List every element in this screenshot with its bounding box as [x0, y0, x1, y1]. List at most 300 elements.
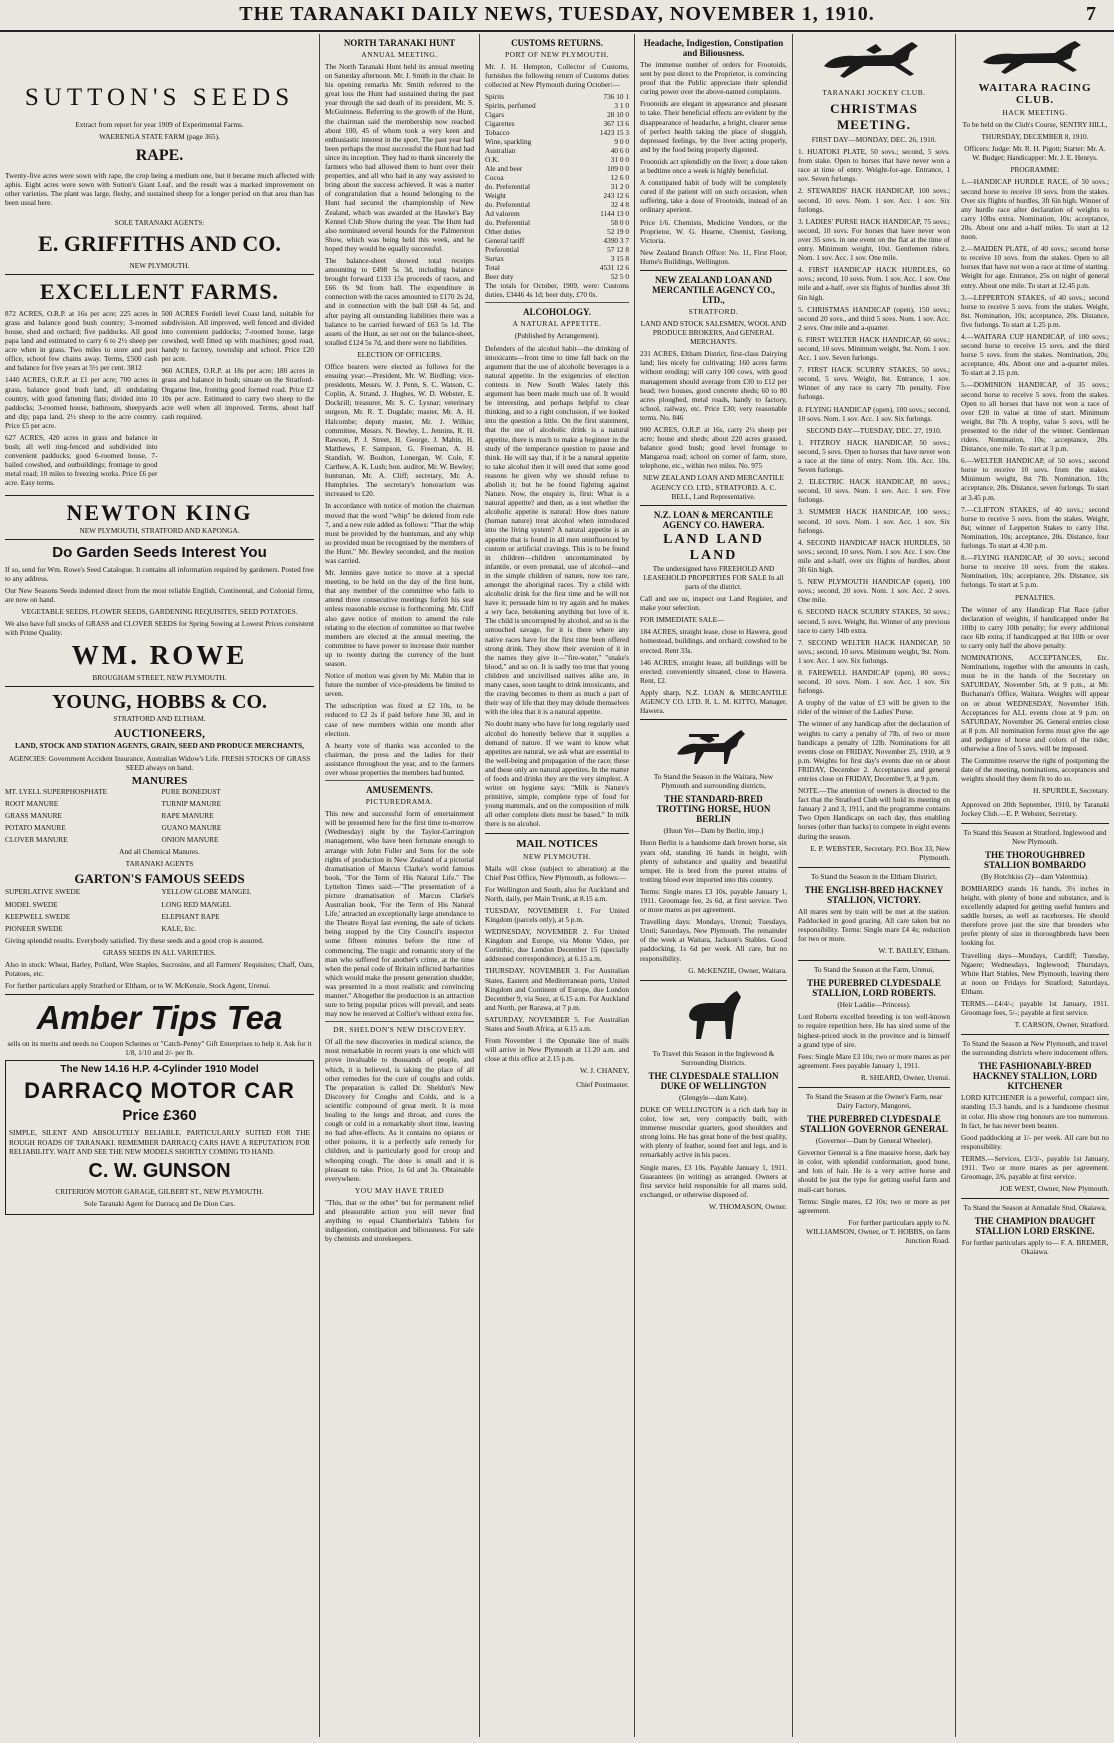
customs-intro: Mr. J. H. Hempton, Collector of Customs, furnishes the following return of Customs duties collected at New Plymouth during October:—	[485, 62, 629, 90]
seed-item: KALE, Etc.	[161, 923, 197, 933]
customs-amount: 28 10 0	[607, 110, 629, 120]
hunt-para: A hearty vote of thanks was accorded to the chairman, the press and the ladies for their assistance throughout the year, and to the farmers over whose properties the members had hunted.	[325, 740, 474, 778]
rowe-address: BROUGHAM STREET, NEW PLYMOUTH.	[92, 673, 227, 683]
waitara-sig: H. SPURDLE, Secretary.	[1033, 786, 1109, 796]
tjc-event: 1. HUATOKI PLATE, 50 sovs.; second, 5 sovs. from stake. Open to horses that have never won a race at time of entry. Weight-for-age. Entrance, 1 sov. Seven furlongs.	[798, 147, 950, 184]
erskine-stand: To Stand the Season at Armadale Stud, Okaiawa,	[963, 1203, 1107, 1213]
customs-row	[485, 173, 629, 182]
alcohol-title: ALCOHOLOGY.	[523, 307, 591, 318]
bombardo-advert	[961, 828, 1109, 1030]
garton-satisfied: Giving splendid results. Everybody satisfied. Try these seeds and a good crop is assured.	[5, 935, 264, 945]
customs-item: Cocoa	[485, 173, 504, 183]
alcohol-sub: A NATURAL APPETITE.	[512, 319, 602, 329]
column-6	[956, 34, 1114, 1737]
darracq-advert	[5, 1060, 314, 1214]
victory-sig: W. T. BAILEY, Eltham.	[878, 946, 950, 956]
page-number: 7	[1086, 3, 1096, 25]
masthead-title: THE TARANAKI DAILY NEWS, TUESDAY, NOVEMBER 1, 1910.	[239, 3, 875, 25]
farms-title: EXCELLENT FARMS.	[40, 278, 279, 304]
amusements-sub: PICTUREDRAMA.	[365, 797, 434, 807]
kitchener-title: THE FASHIONABLY-BRED HACKNEY STALLION, LORD KITCHENER	[972, 1061, 1098, 1092]
wellington-title: THE CLYDESDALE STALLION DUKE OF WELLINGTON	[648, 1070, 779, 1091]
manure-item: ONION MANURE	[161, 835, 219, 845]
customs-amount: 31 2 0	[610, 182, 629, 192]
tjc-event: 2. STEWARDS' HACK HANDICAP, 100 sovs.; second, 10 sovs. Nom. 1 sov. Acc. 1 sov. Six furlongs.	[798, 186, 950, 214]
customs-row	[485, 110, 629, 119]
mail-entry: THURSDAY, NOVEMBER 3. For Australian States, Eastern and Mediterranean ports, United Kingdom and Continent of Europe, due London December 9, via Suez, at 6.15 a.m. For Auckland and North, per Rarawa, at 7 p.m.	[485, 966, 629, 1012]
darracq-price: Price £360	[122, 1107, 197, 1125]
bombardo-sig: T. CARSON, Owner, Stratford.	[1014, 1020, 1109, 1030]
manure-item: GUANO MANURE	[161, 823, 222, 833]
amber-note: sells on its merits and needs no Coupon Schemes or "Catch-Penny" Gift Enterprises to help it. Ask for it 1/8, 1/10 and 2/- per lb.	[7, 1039, 312, 1058]
nzloan-sig: NEW ZEALAND LOAN AND MERCANTILE AGENCY CO. LTD., STRATFORD. A. C. BELL, Land Representative.	[643, 473, 784, 501]
excellent-farms-advert	[5, 279, 314, 491]
column-3	[480, 34, 635, 1737]
farm-listing: 500 ACRES Fordell level Coast land, suitable for subdivision. All improved, well fenced and divided into convenient paddocks; 7-roomed house, large cowshed, well fitted up with machines; good road, handy to factory, township and school. Price £20 per acre.	[161, 308, 314, 364]
huon-body: Huon Berlin is a handsome dark brown horse, six years old, standing 16 hands in height, with plenty of substance and quality and beautiful temper. He is bred from the purest strains of trotting blood ever imported into this country.	[640, 838, 787, 884]
manures-title: MANURES	[131, 774, 188, 787]
rowe-name: WM. ROWE	[71, 640, 248, 671]
customs-row	[485, 272, 629, 281]
darracq-name: DARRACQ MOTOR CAR	[24, 1078, 295, 1104]
tjc-title: CHRISTMAS MEETING.	[830, 101, 918, 132]
waitara-venue: To be held on the Club's Course, SENTRY HILL,	[962, 120, 1108, 129]
huon-terms: Terms: Single mares £3 10s, payable January 1, 1911. Groomage fee, 2s 6d, at first service. Two or more mares as per agreement.	[640, 886, 787, 915]
headache-body2: Frootoids are elegant in appearance and pleasant to take. Their beneficial effects are evident by the disappearance of headache, a bright, clearer sense of perfect health taking the place of sluggish, depressed feelings, by the liver acting properly, and by the food being properly digested.	[640, 99, 787, 154]
tjc-event: 7. FIRST HACK SCURRY STAKES, 50 sovs.; second, 5 sovs. Weight, 8st. Entrance, 1 sov. Winner of any race to carry 7lb penalty. Five furlongs.	[798, 365, 950, 402]
customs-item: Spirits, perfumed	[485, 101, 536, 111]
customs-item: Wine, sparkling	[485, 137, 532, 147]
young-hobbs-role: AUCTIONEERS,	[113, 726, 206, 741]
alcohol-pub: (Published by Arrangement).	[514, 331, 600, 341]
hawera-item: 184 ACRES, straight lease, close to Hawera, good homestead, buildings, and orchard; cowshed to be erected. Rent 33s.	[640, 627, 787, 655]
headache-office: New Zealand Branch Office: No. 11, First Floor, Hume's Buildings, Wellington.	[640, 247, 787, 266]
victory-advert	[798, 872, 950, 955]
victory-title: THE ENGLISH-BRED HACKNEY STALLION, VICTORY.	[804, 884, 944, 905]
hunt-title: NORTH TARANAKI HUNT	[343, 38, 456, 48]
tjc-club: TARANAKI JOCKEY CLUB.	[822, 88, 926, 97]
customs-item: Beer duty	[485, 272, 514, 282]
suttons-extract: Extract from report for year 1909 of Experimental Farms.	[75, 120, 244, 129]
huon-stand: To Stand the Season in the Waitara, New Plymouth and surrounding districts,	[653, 772, 774, 791]
chemical-manures: And all Chemical Manures.	[119, 847, 200, 857]
customs-item: Australian	[485, 146, 516, 156]
nzloan-role: LAND AND STOCK SALESMEN, WOOL AND PRODUCE BROKERS, And GENERAL MERCHANTS.	[640, 318, 787, 347]
customs-item: General tariff	[485, 236, 525, 246]
waitara-event: 1.—HANDICAP HURDLE RACE, of 50 sovs.; second horse to receive 10 sovs. from the stakes. Over six flights of hurdles, 3ft 6in high. Winner of any hurdle race after declaration of weights to carry 10lbs extra. Nomination, 10s; acceptance, 20s. About one and a-half miles. To start at 12 noon.	[961, 177, 1109, 242]
racehorse-icon	[814, 38, 934, 84]
tjc-event: 8. FAREWELL HANDICAP (open), 80 sovs.; second, 10 sovs. Nom. 1 sov. Acc. 1 sov. Six furlongs.	[798, 667, 950, 696]
rowe-stocks: We also have full stocks of GRASS and CLOVER SEEDS for Spring Sowing at Lowest Prices consistent with Prime Quality.	[5, 619, 314, 638]
rowe-title: Do Garden Seeds Interest You	[52, 543, 267, 561]
seed-item: SUPERLATIVE SWEDE	[5, 887, 81, 897]
hunt-sub: ANNUAL MEETING.	[361, 50, 438, 59]
headache-body3: Frootoids act splendidly on the liver; a dose taken at bedtime once a week is highly beneficial.	[640, 156, 787, 176]
customs-item: Cigarettes	[485, 119, 515, 129]
customs-row	[485, 119, 629, 128]
mail-entry: SATURDAY, NOVEMBER 5. For Australian States and South Africa, at 6.15 a.m.	[485, 1014, 629, 1034]
tjc-event: 4. SECOND HANDICAP HACK HURDLES, 50 sovs.; second, 10 sovs. Nom. 1 sov. Acc. 1 sov. One mile and a-half, over six flights of hurdles, about 3ft 6in high.	[798, 537, 950, 575]
newton-king-advert	[5, 500, 314, 535]
customs-amount: 52 5 0	[610, 272, 629, 282]
newton-king-name: NEWTON KING	[66, 499, 253, 525]
hawera-immediate: FOR IMMEDIATE SALE—	[640, 615, 725, 625]
roberts-terms: Fees: Single Mare £3 10s; two or more mares as per agreement. Fees payable January 1, 1911.	[798, 1051, 950, 1070]
draught-horse-icon	[679, 985, 749, 1045]
alcohol-more: No doubt many who have for long regularly used alcohol do honestly believe that it supplies a demand of nature. If we want to know what appetites are natural, we ask what are essential to the well-being and propagation of the race; these and these only are natural appetites. In the matter of foods and drinks they are the very simplest. A writer on hygiene says: "Milk is Nature's primitive, simple, complete type of food for young mammals, and on the composition of milk all other complete diets must be based." In milk there is no alcohol.	[485, 719, 629, 829]
customs-row	[485, 254, 629, 263]
customs-amount: 40 6 0	[610, 146, 629, 156]
hawera-apply: Apply sharp, N.Z. LOAN & MERCANTILE AGENCY CO. LTD. R. L. M. KITTO, Manager, Hawera.	[640, 687, 787, 716]
customs-item: Surtax	[485, 254, 505, 264]
bombardo-travel: Travelling days—Mondays, Cardiff; Tuesday, Ngaere; Wednesdays, Inglewood; Thursdays, White Hart Stables, New Plymouth, leaving there at noon on Fridays for Stratford; Saturdays, Eltham.	[961, 950, 1109, 996]
governor-title: THE PUREBRED CLYDESDALE STALLION GOVERNOR GENERAL	[800, 1114, 948, 1135]
bombardo-title: THE THOROUGHBRED STALLION BOMBARDO	[983, 849, 1087, 870]
young-further: For further particulars apply Stratford or Eltham, or to W. McKenzie, Stock Agent, Urenui.	[5, 981, 271, 991]
tjc-event: 2. ELECTRIC HACK HANDICAP, 80 sovs.; second, 10 sovs. Nom. 1 sov. Acc. 1 sov. Five furlongs.	[798, 477, 950, 505]
mail-sig1: W. J. CHANEY,	[580, 1066, 629, 1076]
rowe-body: Our New Seasons Seeds indented direct from the most reliable English, Continental, and Colonial firms, are now on hand.	[5, 585, 314, 604]
customs-amount: 4390 3 7	[603, 236, 629, 246]
seed-item: ELEPHANT RAPE	[161, 911, 220, 921]
governor-pedigree: (Governor—Dam by General Wheeler).	[815, 1136, 933, 1146]
customs-amount: 12 6 0	[610, 173, 629, 183]
governor-stand: To Stand the Season at the Owner's Farm, near Dairy Factory, Mangorei,	[805, 1091, 943, 1110]
masthead	[0, 0, 1114, 32]
headache-body: The immense number of orders for Frootoids, sent by post direct to the Proprietor, is convincing proof that the Public appreciate their splendid curing power over the above-named complaints.	[640, 60, 787, 97]
young-stock: Also in stock: Wheat, Barley, Pollard, Wire Staples, Sucrosine, and all Farmers' Requisites; Chaff, Oats, Potatoes, etc.	[5, 959, 314, 979]
governor-body: Governor General is a fine massive horse, dark bay in color, with splendid conformation, good bone, and lots of hair. He is a very active horse and should be just the type for getting useful farm and mail-cart horses.	[798, 1148, 950, 1194]
rowe-advert	[5, 544, 314, 683]
customs-amount: 31 0 0	[610, 155, 629, 165]
headache-price: Price 1/6. Chemists, Medicine Vendors, or the Proprietor, W. G. Hearne, Chemist, Geelong, Victoria.	[640, 217, 787, 245]
darracq-head: The New 14.16 H.P. 4-Cylinder 1910 Model	[60, 1064, 259, 1076]
hawera-title: N.Z. LOAN & MERCANTILE AGENCY CO. HAWERA.	[653, 509, 774, 530]
mail-entry: For Wellington and South, also for Auckland and North, daily, per Main Trunk, at 8.15 a.m.	[485, 884, 629, 903]
customs-amount: 4531 12 6	[599, 263, 629, 273]
rowe-intro: If so, send for Wm. Rowe's Seed Catalogue. It contains all information required by gardeners. Posted free to any address.	[5, 564, 314, 583]
hunt-para: The North Taranaki Hunt held its annual meeting on Saturday afternoon. Mr. J. Smith in the chair. In his opening remarks Mr. Smith referred to the great loss the Hunt had sustained during the past year through the sad death of its president, Mr. S. McGuinness. Referring to the growth of the Hunt, the chairman said the membership now reached about 100, 45 of whom took a very keen and enthusiastic interest in the sport. The past year had been perhaps the most successful the Hunt had had since its inception. They had to thank sincerely the farmers who had allowed them to hunt over their properties, and all who had in any way assisted to bring about the success achieved. It was a matter of congratulation that a hound belonging to the Hunt had secured the championship of New Zealand, which was awarded at the Hawke's Bay Kennel Club Show during the year. The Hunt had also nominated several hounds for the Palmerston Show, which was being held this week, and he hoped they would be equally successful.	[325, 62, 474, 253]
suttons-title: SUTTON'S SEEDS	[24, 84, 295, 111]
tjc-event: 5. NEW PLYMOUTH HANDICAP (open), 100 sovs.; second, 20 sovs. Nom. 1 sov. Acc. 2 sovs. One mile.	[798, 577, 950, 605]
customs-item: Spirits	[485, 92, 505, 102]
tjc-event: 7. SECOND WELTER HACK HANDICAP, 50 sovs.; second, 10 sovs. Minimum weight, 9st. Nom. 1 sov. Acc. 1 sov. Six furlongs.	[798, 637, 950, 665]
suttons-agent: E. GRIFFITHS AND CO.	[38, 230, 281, 256]
customs-item: O.K.	[485, 155, 500, 165]
amber-tips-advert	[5, 999, 314, 1057]
customs-amount: 32 4 8	[610, 200, 629, 210]
huon-travel: Travelling days: Mondays, Urenui; Tuesdays, Uruti; Saturdays, New Plymouth. The remainder of the week at Waitara, Jackson's Stables. Good paddocking, 1s 6d per week. All care, but no responsibility.	[640, 917, 787, 963]
mail-footer: From November 1 the Opunake line of mails will arrive in New Plymouth at 11.20 a.m. and close at this office at 2.15 p.m.	[485, 1036, 629, 1064]
nzloan-item: 231 ACRES, Eltham District, first-class Dairying land; lies nicely for cultivating; 160 acres farms without eroding; will carry 100 cows, with good management should average from £30 to £12 per head; two houses, good concrete sheds; 60 to 80 acres ploughed, metal roads, handy to factory, school, railway, etc. Price £30; very reasonable terms. No. 846	[640, 349, 787, 422]
manure-item: POTATO MANURE	[5, 823, 66, 833]
hawera-item: 146 ACRES, straight lease, all buildings will be erected; conveniently situated, close to Hawera. Rent, £2.	[640, 657, 787, 685]
customs-row	[485, 164, 629, 173]
tjc-event: 6. FIRST WELTER HACK HANDICAP, 60 sovs.; second, 10 sovs. Minimum weight, 9st. Nom. 1 sov. Acc. 1 sov. Seven furlongs.	[798, 334, 950, 363]
farm-listing: 872 ACRES, O.R.P. at 16s per acre; 225 acres in grass and balance good bush country; 3-roomed house, shed and orchard; five paddocks. All good papa land and estimated to carry 6 to 2½ sheep per acre when in grass. Two miles to store and post office, school few chains away. Terms, £500 cash and balance for five years at 5½ per cent. 3812	[5, 308, 158, 373]
governor-sig: For further particulars apply to N. WILLIAMSON, Owner, or T. HOBBS, on farm Junction Road.	[806, 1217, 950, 1245]
waitara-event: 2.—MAIDEN PLATE, of 40 sovs.; second horse to receive 10 sovs. from the stakes. Open to all horses that have not won a race at time of starting. Weight for age. Entrance, 25s on night of general entry. About one mile. To start at 12.45 p.m.	[961, 244, 1109, 290]
customs-amount: 58 0 0	[610, 218, 629, 228]
waitara-sub: HACK MEETING.	[1002, 108, 1068, 117]
customs-item: Other duties	[485, 227, 521, 237]
amusements-body: This new and successful form of entertainment will be presented here for the first time to-morrow (Wednesday) night by the Taylor-Carrington management, who have been fortunate enough to arrange with John Fuller and Sons for the sole rights of production in New Zealand of a pictorial dramatisation of Marcus Clarke's world famous book, "For the Term of His Natural Life." The Lyttelton Times said:—"The presentation of a picture dramatisation of Marcus Clarke's Australian book, 'For the Term of His Natural Life,' attracted an exceptionally large attendance to the Theatre Royal last evening, the sale of tickets being stopped by the City Council's inspector some fifteen minutes before the time of commencing. The tragic and romantic story of the man who suffered for another's crime, at the time when the penal code of Britain inflicted barbarities which would make the present generation shudder, was presented in a most realistic and convincing manner." Altogether the production is an attraction sure to bring popular prices will prevail, and seats may now be reserved at Collier's without extra fee.	[325, 809, 474, 1019]
kitchener-body: LORD KITCHENER is a powerful, compact sire, standing 15.3 hands, and is a handsome chestnut in color. His show ring honours are too numerous. In fact, he has never been beaten.	[961, 1093, 1109, 1130]
waitara-committee: The Committee reserve the right of postponing the date of the meeting, nominations, acceptances and weights should they deem fit to do so.	[961, 756, 1109, 784]
customs-item: Tobacco	[485, 128, 510, 138]
customs-item: Weight	[485, 191, 506, 201]
nzloan-item: 900 ACRES, O.R.P. at 16s, carry 2½ sheep per acre; house and sheds; about 220 acres grassed, balance good bush; good level frontage to Mangaroa road; school on corner of farm, store, telephone, etc., within two miles. No. 975	[640, 425, 787, 471]
mail-body: Mails will close (subject to alteration) at the Chief Post Office, New Plymouth, as follows:—	[485, 863, 629, 882]
amber-title: Amber Tips Tea	[36, 999, 283, 1037]
farm-listing: 1440 ACRES, O.R.P. at £1 per acre; 700 acres in grass, balance good bush land, all undulating country, with good fattening flats; divided into 10 paddocks; 3-roomed house, bathroom, sheepyards and dip; papa land, 2½ sheep to the acre country. Price £5 per acre.	[5, 375, 158, 430]
customs-amount: 1144 13 0	[600, 209, 629, 219]
waitara-title: WAITARA RACING CLUB.	[978, 82, 1092, 106]
hunt-para: The subscription was fixed at £2 10s, to be reduced to £2 2s if paid before June 30, and in case of new members within one month after election.	[325, 701, 474, 738]
kitchener-stand: To Stand the Season at New Plymouth, and travel the surrounding districts where inducement offers.	[961, 1039, 1109, 1058]
darracq-sole: Sole Taranaki Agent for Darracq and De Dion Cars.	[83, 1198, 236, 1208]
lord-kitchener-advert	[961, 1039, 1109, 1193]
customs-totals: The totals for October, 1909, were: Customs duties, £3446 4s 1d; beer duty, £70 0s.	[485, 281, 629, 300]
tjc-event: 6. SECOND HACK SCURRY STAKES, 50 sovs.; second, 5 sovs. Weight, 8st. Winner of any previous race to carry 14lb extra.	[798, 607, 950, 635]
waitara-event: 3.—LEPPERTON STAKES, of 40 sovs.; second horse to receive 5 sovs. from the stakes. Weight, 8st. Nomination, 10s; acceptance, 20s. Distance, five furlongs. To start at 1.25 p.m.	[961, 292, 1109, 329]
customs-row	[485, 236, 629, 245]
headache-title: Headache, Indigestion, Constipation and Biliousness.	[643, 38, 784, 58]
sheldon-title: DR. SHELDON'S NEW DISCOVERY.	[333, 1025, 466, 1035]
wellington-sig: W. THOMASON, Owner.	[708, 1201, 787, 1211]
customs-amount: 3 1 0	[614, 101, 629, 111]
customs-amount: 9 0 0	[614, 137, 629, 147]
manure-item: ROOT MANURE	[5, 798, 59, 808]
farm-listing: 627 ACRES, 420 acres in grass and balance in bush; all well ring-fenced and subdivided into convenient paddocks; good 6-roomed house, 7-bailed cowshed, and outbuildings; frontage to good metal road; 10 miles to freezing works. Price £6 per acre. Easy terms.	[5, 432, 158, 488]
customs-row	[485, 101, 629, 110]
customs-table	[485, 92, 629, 281]
bombardo-body: BOMBARDO stands 16 hands, 3½ inches in height, with plenty of bone and substance, and is excellently adapted for getting useful hunters and saddle horses, as well as racehorses. He should therefore prove just the sire that breeders who prefer plenty of size in thoroughbreds have been looking for.	[961, 883, 1109, 948]
mail-place: NEW PLYMOUTH.	[522, 851, 592, 861]
manure-item: MT. LYELL SUPERPHOSPHATE	[5, 786, 108, 796]
tjc-event: 8. FLYING HANDICAP (open), 100 sovs.; second, 10 sovs. Nom. 1 sov. Acc. 1 sov. Six furlongs.	[798, 404, 950, 423]
customs-row	[485, 263, 629, 272]
hawera-body: The undersigned have FREEHOLD AND LEASEHOLD PROPERTIES FOR SALE In all parts of the district.	[643, 563, 784, 591]
customs-item: Ad valorem	[485, 209, 520, 219]
tjc-event: 1. FITZROY HACK HANDICAP, 50 sovs.; second, 5 sovs. Open to horses that have never won a race at the time of entry. Nom. 10s. Acc. 10s. Seven furlongs.	[798, 437, 950, 475]
column-1	[0, 34, 320, 1737]
bombardo-pedigree: (By Hotchkiss (2)—dam Valentinia).	[981, 871, 1089, 881]
darracq-body: SIMPLE, SILENT AND ABSOLUTELY RELIABLE. PARTICULARLY SUITED FOR THE ROUGH ROADS OF TARANAKI. REMEMBER DARRACQ CARS HAVE A REPUTATION FOR RELIABILITY. WAIT AND SEE THE NEW MODELS SHORTLY COMING TO HAND.	[9, 1128, 310, 1156]
customs-item: do. Preferential	[485, 218, 530, 228]
young-hobbs-name: YOUNG, HOBBS & CO.	[51, 691, 268, 714]
huon-berlin-advert	[640, 724, 787, 975]
tjc-note2: NOTE.—The attention of owners is directed to the fact that the Stratford Club will hold its meeting on January 2 and 3, 1911, and the programme contains Two Open Handicaps on each day, thus enabling horses (other than hacks) to compete in eight events during the season.	[798, 786, 950, 841]
hawera-call: Call and see us, inspect our Land Register, and make your selection.	[640, 594, 787, 613]
tjc-event: 3. SUMMER HACK HANDICAP, 100 sovs.; second, 10 sovs. Nom. 1 sov. Acc. 1 sov. Six furlongs.	[798, 507, 950, 535]
manure-item: PURE BONEDUST	[161, 786, 221, 796]
customs-row	[485, 209, 629, 218]
penalties-title: PENALTIES.	[1014, 592, 1056, 602]
customs-amount: 57 12 8	[607, 245, 629, 255]
column-4	[635, 34, 793, 1737]
racehorse-icon	[975, 38, 1095, 78]
rowe-list: VEGETABLE SEEDS, FLOWER SEEDS, GARDENING REQUISITES, SEED POTATOES.	[21, 607, 298, 616]
kitchener-sig: JOE WEST, Owner, New Plymouth.	[999, 1184, 1109, 1194]
suttons-advert	[5, 84, 314, 270]
customs-item: do. Preferential	[485, 200, 530, 210]
bombardo-terms: TERMS.—£4/4/-; payable 1st January, 1911. Groomage fees, 5/-; payable at first service.	[961, 998, 1109, 1018]
erskine-title: THE CHAMPION DRAUGHT STALLION LORD ERSKINE.	[974, 1216, 1096, 1237]
customs-amount: 243 12 6	[603, 191, 629, 201]
customs-item: Cigars	[485, 110, 505, 120]
hunt-para: Mr. Jennins gave notice to move at a special meeting, to be held on the day of the first hunt, that any member of the committee who fails to attend three consecutive meetings forfeit his seat unless reasonable excuse is forthcoming. Mr. Cliff also gave notice of motion to amend the rule relating to the election of committee so that twelve members are elected at the annual meeting, the committee to have power to increase their number up to twenty during the currency of the hunt season.	[325, 568, 474, 668]
customs-item: Ale and beer	[485, 164, 523, 174]
column-5	[793, 34, 956, 1737]
duke-wellington-advert	[640, 985, 787, 1211]
roberts-sig: R. SHEARD, Owner, Urenui.	[860, 1072, 950, 1082]
gartons-title: GARTON'S FAMOUS SEEDS	[74, 871, 245, 887]
customs-amount: 52 19 0	[607, 227, 629, 237]
tried-title: YOU MAY HAVE TRIED	[354, 1185, 445, 1195]
amusements-title: AMUSEMENTS.	[366, 785, 433, 796]
customs-title: CUSTOMS RETURNS.	[511, 38, 603, 48]
waitara-event: 7.—CLIFTON STAKES, of 40 sovs.; second horse to receive 5 sovs. from the stakes. Weight, 8st; winner of Lepperton Stakes to carry 10st. Nomination, 10s; acceptance, 20s. Distance, four furlongs. To start at 4.30 p.m.	[961, 504, 1109, 551]
suttons-body: Twenty-five acres were sown with rape, the crop being a medium one, but it became much affected with aphis. Eight acres were sown with Sutton's Giant Leaf, and the result was a marked improvement on other varieties. The plant was large, fleshy, and sustained sheep for a longer period on that area than has been usual here.	[5, 171, 314, 208]
seed-item: PIONEER SWEDE	[5, 923, 63, 933]
suttons-rape: RAPE.	[135, 147, 184, 165]
penalties-body: The winner of any Handicap Flat Race (after declaration of weights, if handicapped under 8st 10lb) to carry 10lb penalty; for every additional race 6lb extra; if handicapped at 8st 10lb or over to carry only half the above penalty.	[961, 604, 1109, 650]
manure-item: CLOVER MANURE	[5, 835, 68, 845]
waitara-event: 5.—DOMINION HANDICAP, of 35 sovs.; second horse to receive 5 sovs. from the stakes. Open to all horses that have not won a race of over £20 in value at time of start. Minimum weight, 8st 7lb. A trophy, value 5 sovs, will be presented to the rider of the winner. Gentleman riders. Nomination, 10s; acceptance, 20s. Distance, one mile. To start at 3 p.m.	[961, 380, 1109, 454]
customs-amount: 367 13 6	[603, 119, 629, 129]
hawera-land: LAND LAND LAND	[663, 531, 764, 563]
wellington-stand: To Travel this Season in the Inglewood & Surrounding Districts.	[652, 1048, 775, 1067]
customs-row	[485, 227, 629, 236]
wellington-body: DUKE OF WELLINGTON is a rich dark bay in color, low set, very compactly built, with immense muscular quarters, good shoulders and strong loins. He has great bone of the best quality, with plenty of feather, sound feet and legs, and is remarkably active in his paces.	[640, 1104, 787, 1160]
tjc-event: 4. FIRST HANDICAP HACK HURDLES, 60 sovs.; second, 10 sovs. Nom. 1 sov. Acc. 1 sov. One mile and a-half, over six flights of hurdles about 3ft 6in high.	[798, 265, 950, 302]
newton-king-places: NEW PLYMOUTH, STRATFORD AND KAPONGA.	[79, 525, 240, 535]
waitara-officers: Officers: Judge: Mr. R. H. Pigott; Starter: Mr. A. W. Budget; Handicapper: Mr. J. E. Henrys.	[964, 144, 1106, 163]
mail-entry: WEDNESDAY, NOVEMBER 2. For United Kingdom and Europe, via Monte Video, per Corinthic, due London December 15 (specially addressed correspondence), at 6.15 a.m.	[485, 927, 629, 964]
wellington-terms: Single mares, £3 10s. Payable January 1, 1911. Guarantees (in writing) as arranged. Owners at first service held responsible for all mares sold, exchanged, or otherwise disposed of.	[640, 1162, 787, 1199]
tjc-notes: The winner of any handicap after the declaration of weights to carry a penalty of 7lb, of two or more handicaps a penalty of 12lb. Nominations for all events close on FRIDAY, November 25, 1910, at 9 p.m. Weights for first day's events due on or about FRIDAY, December 2. Acceptances and general entries close on FRIDAY, December 9, at 9 p.m.	[798, 719, 950, 783]
hunt-subhead: ELECTION OF OFFICERS.	[357, 349, 442, 359]
customs-row	[485, 191, 629, 200]
governor-terms: Terms: Single mares, £2 10s; two or more as per agreement.	[798, 1196, 950, 1215]
customs-amount: 109 0 0	[607, 164, 629, 174]
customs-amount: 1423 15 3	[599, 128, 629, 138]
suttons-farm: WAERENGA STATE FARM (page 365).	[99, 132, 220, 142]
customs-amount: 3 15 8	[610, 254, 629, 264]
waitara-approved: Approved on 20th September, 1910, by Taranaki Jockey Club.—E. P. Webster, Secretary.	[961, 800, 1109, 819]
customs-row	[485, 245, 629, 254]
suttons-place: NEW PLYMOUTH.	[129, 260, 190, 270]
nzloan-place: STRATFORD.	[688, 306, 739, 316]
hunt-para: Notice of motion was given by Mr. Mabin that in future the number of vice-presidents be limited to seven.	[325, 671, 474, 699]
customs-row	[485, 128, 629, 137]
customs-item: do. Preferential	[485, 182, 530, 192]
customs-row	[485, 200, 629, 209]
tjc-day2: SECOND DAY—TUESDAY, DEC. 27, 1910.	[806, 425, 942, 435]
darracq-address: CRITERION MOTOR GARAGE, GILBERT ST., NEW PLYMOUTH.	[55, 1186, 264, 1196]
customs-row	[485, 137, 629, 146]
column-2	[320, 34, 480, 1737]
mail-title: MAIL NOTICES	[516, 837, 598, 850]
bombardo-stand: To Stand this Season at Stratford, Inglewood and New Plymouth.	[963, 827, 1107, 846]
headache-body4: A constipated habit of body will be completely cured if the patient will on such occasion, when suffering, take a dose of Frootoids, instead of an ordinary aperient.	[640, 178, 787, 215]
wellington-pedigree: (Glengyle—dam Kate).	[679, 1092, 748, 1102]
customs-amount: 736 10 1	[603, 92, 629, 102]
tjc-day1: FIRST DAY—MONDAY, DEC. 26, 1910.	[811, 135, 937, 144]
waitara-nominations: NOMINATIONS, ACCEPTANCES, Etc. Nominations, together with the amounts in cash, must be in the hands of the Secretary on SATURDAY, November 5th, at 9 p.m., at Mr. Buchanan's Office, Waitara. Weights will appear on or about WEDNESDAY, November 16th. Acceptances for ALL events close at 9 p.m. on SATURDAY, November 26. General entries close at 8 p.m. All nomination forms must give the age and pedigree of horse and colors of the rider, otherwise a fine of 5 sovs. will be imposed.	[961, 653, 1109, 753]
farm-listing: 960 ACRES, O.R.P. at 18s per acre; 180 acres in grass and balance in bush; situate on the Stratford-Ongarue line, fronting good formed road. Price £2 10s per acre. Estimated to carry two sheep to the acre well when all improved. Terms, about half cash required.	[161, 366, 314, 421]
kitchener-terms: TERMS.—Services, £3/3/-, payable 1st January, 1911. Two or more mares as per agreement. Groomage, 2/6, payable at first service.	[961, 1153, 1109, 1182]
sheldon-body: Of all the new discoveries in medical science, the most remarkable in recent years is one which will prove invaluable to thousands of people, and which, it is believed, is taking the place of all other remedies for the cure of coughs and colds. The preparation is called Dr. Sheldon's New Discovery for Coughs and Colds, and is a scientific compound of great merit. It is most healing to the lungs and throat, and cures the cough or cold in a remarkably short time, leaving no bad after-effects. As it contains no opiates or other poisons, it is a perfectly safe remedy for children, and is particularly good for croup and whooping cough. The dose is small and it is pleasant to take. Price, 1s 6d and 3s. Obtainable everywhere.	[325, 1037, 474, 1183]
waitara-event: 8.—FLYING HANDICAP, of 30 sovs.; second horse to receive 10 sovs. from the stakes. Nomination, 10s; acceptance, 20s. Distance, six furlongs. To start at 5 p.m.	[961, 553, 1109, 590]
alcohol-body: Defenders of the alcohol habit—the drinking of intoxicants—from time to time fall back on the argument that the use of alcoholic beverages is a natural appetite. In the exigencies of election contests in New South Wales lately this argument has been made much use of. It would be interesting, and perhaps helpful to clear thinking, and to a right conclusion, if we looked into the question a little. On the first statement, that the use of alcoholic drink is a natural appetite, there is much to make a beginner in the study of the temperance question to pause and think. He will say that, if it be a natural appetite to take alcohol then it will need that some good reasons be given why we should refuse to abolish it; but he be found fighting against Nature. Now, the enquiry is, first: What is a natural appetite? and then, as a test whether the alcoholic appetite is natural: How does nature (human nature) treat alcohol when introduced into the living system? A natural appetite is an appetite that is found in all men uninfluenced by custom or artificial cravings. This is to be found in children—children uncontaminated by infantile, or even prenatal, use of alcohol—and in the simple children of nature, now too rare, amongst the aboriginal races. Try a child with alcoholic drink for the first time and he will not have it; persuade him to try again and he makes a wry face, betokening anything but love of it. The child is uncorrupted by alcohol, and so is the untouched savage, for it is there where any native races have for the first time been offered strong drink. They show their aversion of it in the names they give it—"fire-water," "snake's blood," and so on. It is sadly too true that young children and uncivilised natives alike are, in many cases, soon taught to drink intoxicants, and the craving becomes to them as much a part of their way of life that they may delude themselves with the idea that it is a natural appetite.	[485, 343, 629, 717]
erskine-sig: For further particulars apply to— F. A. BREMER, Okaiawa.	[961, 1238, 1109, 1257]
seed-item: MODEL SWEDE	[5, 899, 58, 909]
manure-item: TURNIP MANURE	[161, 798, 222, 808]
darracq-dealer: C. W. GUNSON	[88, 1159, 231, 1182]
customs-row	[485, 92, 629, 101]
tjc-sig: E. P. WEBSTER, Secretary. P.O. Box 33, New Plymouth.	[810, 843, 950, 862]
manure-item: RAPE MANURE	[161, 810, 214, 820]
customs-row	[485, 218, 629, 227]
seed-item: KEEPWELL SWEDE	[5, 911, 71, 921]
grass-seeds: GRASS SEEDS IN ALL VARIETIES.	[103, 947, 216, 957]
tjc-event: 5. CHRISTMAS HANDICAP (open), 150 sovs.; second 20 sovs., and third 5 sovs. Nom. 1 sov. Acc. 2 sovs. One mile and a-quarter.	[798, 304, 950, 332]
hunt-para: Office bearers were elected as follows for the ensuing year:—President, Mr. W. Birdling; vice-presidents, Messrs. W. J. Penn, S. C. Watson, C. Coplin, A. Strand, J. Hughes, W. D. Webster, E. Dockrill; treasurer, Mr. S. C. Lysnar; veterinary surgeon, Mr. R. T. Dugdale; master, Mr. A. H. Halcombe; deputy master, Mr. J. Wilkie; committee, Messrs. N. Bewley, L. Jennins, R. H. Rawson, P. J. Street, H. George, J. Mabin, H. Matthews, F. Sampson, G. Freeman, A. H. Standish, W. Boulton, Lonergan, W. Cole, F. Carthew, A. K. Lush; hon. auditor, Mr. W. Bewley; huntsman, Mr. A. Cliff; secretary, Mr. A. Humphries. The secretary's honorarium was increased to £20.	[325, 362, 474, 499]
huon-title: THE STANDARD-BRED TROTTING HORSE, HUON BERLIN	[656, 794, 771, 825]
victory-body: All mares sent by train will be met at the station. Paddocked in good grazing. All care taken but no responsibility. Terms: Single mare £4 4s; reduction for two or more.	[798, 906, 950, 944]
lord-roberts-advert	[798, 965, 950, 1082]
roberts-pedigree: (Heir Laddie—Princess).	[837, 1000, 911, 1010]
huon-pedigree: (Huon Yet—Dam by Berlin, imp.)	[663, 826, 764, 836]
customs-row	[485, 146, 629, 155]
seed-item: YELLOW GLOBE MANGEL	[161, 887, 252, 897]
seed-item: LONG RED MANGEL	[161, 899, 232, 909]
waitara-date: THURSDAY, DECEMBER 8, 1910.	[981, 132, 1089, 142]
waitara-event: 6.—WELTER HANDICAP, of 50 sovs.; second horse to receive 10 sovs. from the stakes. Minimum weight, 8st 7lb. Nomination, 10s; acceptance, 20s. Distance, seven furlongs. To start at 3.45 p.m.	[961, 456, 1109, 502]
waitara-event: 4.—WAITARA CUP HANDICAP, of 100 sovs.; second horse to receive 15 sovs. and the third horse 5 sovs. from the stakes. Nomination, 20s; acceptance, 40s. About one and a-quarter miles. To start at 2.15 p.m.	[961, 331, 1109, 378]
kitchener-paddock: Good paddocking at 1/- per week. All care but no responsibility.	[961, 1132, 1109, 1151]
tjc-trophy: A trophy of the value of £3 will be given to the rider of the winner of the Ladies' Purse.	[798, 698, 950, 717]
customs-sub: PORT OF NEW PLYMOUTH.	[504, 50, 610, 59]
young-hobbs-agencies: AGENCIES: Government Accident Insurance, Australian Widow's Life. FRESH STOCKS OF GRASS SEED always on hand.	[8, 753, 311, 772]
young-hobbs-advert	[5, 691, 314, 990]
waitara-programme: PROGRAMME:	[1010, 165, 1060, 175]
governor-general-advert	[798, 1092, 950, 1245]
lord-erskine-advert	[961, 1203, 1109, 1256]
customs-row	[485, 182, 629, 191]
manure-item: GRASS MANURE	[5, 810, 62, 820]
trotting-horse-icon	[669, 724, 759, 768]
nzloan-title: NEW ZEALAND LOAN AND MERCANTILE AGENCY CO., LTD.,	[652, 274, 775, 305]
tjc-event: 3. LADIES' PURSE HACK HANDICAP, 75 sovs.; second, 10 sovs. For horses that have never won over 35 sovs. in one event on the flat at the time of entry. Minimum weight, 10st. Gentlemen riders. Nom. 1 sov. Acc. 1 sov. One mile.	[798, 216, 950, 263]
huon-sig: G. McKENZIE, Owner, Waitara.	[688, 965, 787, 975]
victory-stand: To Stand the Season in the Eltham District,	[811, 871, 937, 881]
mail-entry: TUESDAY, NOVEMBER 1. For United Kingdom (parcels only), at 5 p.m.	[485, 905, 629, 924]
mail-sig2: Chief Postmaster.	[576, 1080, 629, 1090]
taranaki-agents: TARANAKI AGENTS	[125, 859, 194, 869]
hunt-para: In accordance with notice of motion the chairman moved that the word "whip" be deleted from rule 7, and a new rule added as follows: "That the whip must be provided by the huntsman, and any whip so provided must be recognised by the members of the Hunt." Mr. Bewley seconded, and the motion was carried.	[325, 501, 474, 565]
roberts-title: THE PUREBRED CLYDESDALE STALLION, LORD ROBERTS.	[807, 978, 941, 999]
young-hobbs-line: LAND, STOCK AND STATION AGENTS, GRAIN, SEED AND PRODUCE MERCHANTS,	[15, 741, 304, 751]
customs-item: Total	[485, 263, 500, 273]
customs-item: Preferential	[485, 245, 520, 255]
roberts-stand: To Stand the Season at the Farm, Urenui,	[813, 965, 935, 975]
hunt-para: The balance-sheet showed total receipts amounting to £498 5s 3d, including balance brought forward £133 15s proceeds of races, and £66 0s 9d from ball. The expenditure in connection with the races amounted to £170 2s 2d, and in connection with the ball £68 4s 5d, and after paying all outstanding liabilities there was a balance to be carried forward of £63 5s 1d. The assets of the Hunt, as set out on the balance-sheet, totalled £124 5s 7d, and there were no liabilities.	[325, 255, 474, 347]
young-hobbs-place: STRATFORD AND ELTHAM.	[113, 714, 206, 724]
tried-body: "This, that or the other" but for permanent relief and pleasurable action you will never find anything to equal Chamberlain's Tablets for indigestion, constipation and biliousness. For sale by chemists and storekeepers.	[325, 1197, 474, 1244]
